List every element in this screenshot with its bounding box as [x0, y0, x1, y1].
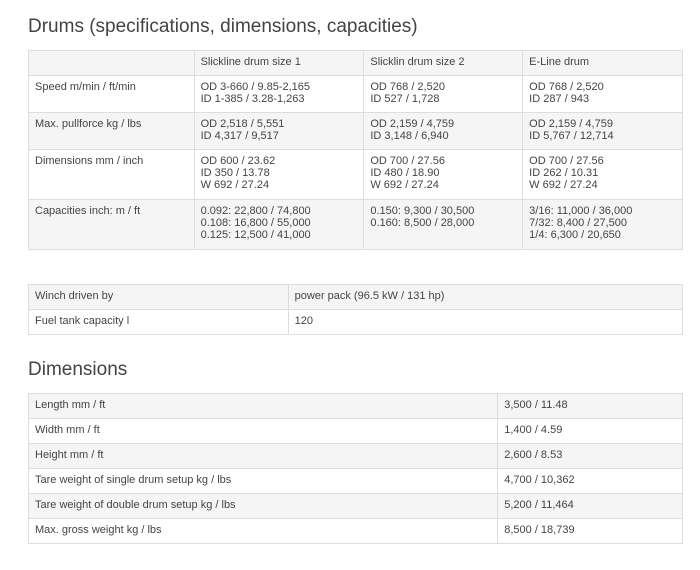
cell-line: ID 527 / 1,728 [370, 93, 440, 105]
cell-line: OD 700 / 27.56 [370, 155, 445, 167]
cell-line: OD 2,518 / 5,551 [200, 118, 285, 130]
table-row [29, 150, 683, 200]
row-value: 120 [288, 310, 682, 335]
cell-line: OD 768 / 2,520 [370, 81, 445, 93]
cell-line: 0.150: 9,300 / 30,500 [370, 205, 475, 217]
row-value: 2,600 / 8.53 [498, 444, 683, 469]
cell-line: 0.108: 16,800 / 55,000 [200, 217, 311, 229]
table-row [29, 494, 683, 519]
dimensions-heading: Dimensions [28, 359, 128, 380]
row-value: 1,400 / 4.59 [498, 419, 683, 444]
cell-line: OD 768 / 2,520 [529, 81, 604, 93]
row-label: Fuel tank capacity l [29, 310, 289, 335]
cell-line: ID 4,317 / 9,517 [200, 130, 279, 142]
table-cell [523, 113, 683, 150]
cell-line: OD 3-660 / 9.85-2,165 [200, 81, 311, 93]
table-header-row [29, 51, 683, 76]
header-cell: E-Line drum [523, 51, 683, 76]
header-cell-empty [29, 51, 195, 76]
row-label: Tare weight of single drum setup kg / lbs [29, 469, 498, 494]
row-value: 8,500 / 18,739 [498, 519, 683, 544]
cell-line: 1/4: 6,300 / 20,650 [529, 229, 621, 241]
table-row [29, 200, 683, 250]
row-label: Dimensions mm / inch [29, 150, 195, 200]
table-cell [523, 76, 683, 113]
row-label: Max. gross weight kg / lbs [29, 519, 498, 544]
cell-line: OD 600 / 23.62 [200, 155, 276, 167]
table-row [29, 394, 683, 419]
row-value: 4,700 / 10,362 [498, 469, 683, 494]
table-cell [194, 76, 364, 113]
row-value: 5,200 / 11,464 [498, 494, 683, 519]
cell-line: 7/32: 8,400 / 27,500 [529, 217, 628, 229]
cell-line: OD 700 / 27.56 [529, 155, 604, 167]
drums-spec-table [28, 50, 683, 250]
table-cell [364, 76, 523, 113]
row-label: Winch driven by [29, 285, 289, 310]
drums-heading: Drums (specifications, dimensions, capacities) [28, 16, 418, 37]
row-label: Height mm / ft [29, 444, 498, 469]
winch-table [28, 284, 683, 335]
cell-line: ID 3,148 / 6,940 [370, 130, 449, 142]
row-label: Tare weight of double drum setup kg / lbs [29, 494, 498, 519]
cell-line: 3/16: 11,000 / 36,000 [529, 205, 633, 217]
table-cell [194, 200, 364, 250]
cell-line: W 692 / 27.24 [200, 179, 270, 191]
table-cell [523, 200, 683, 250]
cell-line: ID 262 / 10.31 [529, 167, 599, 179]
cell-line: W 692 / 27.24 [370, 179, 439, 191]
table-row [29, 469, 683, 494]
row-label: Speed m/min / ft/min [29, 76, 195, 113]
table-row [29, 444, 683, 469]
table-cell [194, 113, 364, 150]
cell-line: W 692 / 27.24 [529, 179, 598, 191]
cell-line: ID 287 / 943 [529, 93, 590, 105]
row-label: Length mm / ft [29, 394, 498, 419]
cell-line: ID 350 / 13.78 [200, 167, 270, 179]
cell-line: 0.125: 12,500 / 41,000 [200, 229, 311, 241]
cell-line: OD 2,159 / 4,759 [529, 118, 613, 130]
table-row [29, 76, 683, 113]
cell-line: ID 5,767 / 12,714 [529, 130, 614, 142]
row-value: 3,500 / 11.48 [498, 394, 683, 419]
table-row [29, 419, 683, 444]
header-cell: Slickline drum size 1 [194, 51, 364, 76]
table-row [29, 519, 683, 544]
table-cell [523, 150, 683, 200]
cell-line: ID 480 / 18.90 [370, 167, 440, 179]
table-cell [194, 150, 364, 200]
header-cell: Slicklin drum size 2 [364, 51, 523, 76]
table-cell [364, 200, 523, 250]
cell-line: 0.160: 8,500 / 28,000 [370, 217, 475, 229]
table-row [29, 285, 683, 310]
row-value: power pack (96.5 kW / 131 hp) [288, 285, 682, 310]
table-row [29, 113, 683, 150]
cell-line: OD 2,159 / 4,759 [370, 118, 455, 130]
table-row [29, 310, 683, 335]
table-cell [364, 113, 523, 150]
cell-line: ID 1-385 / 3.28-1,263 [200, 93, 305, 105]
row-label: Capacities inch: m / ft [29, 200, 195, 250]
row-label: Width mm / ft [29, 419, 498, 444]
row-label: Max. pullforce kg / lbs [29, 113, 195, 150]
cell-line: 0.092: 22,800 / 74,800 [200, 205, 311, 217]
table-cell [364, 150, 523, 200]
dimensions-table [28, 393, 683, 544]
